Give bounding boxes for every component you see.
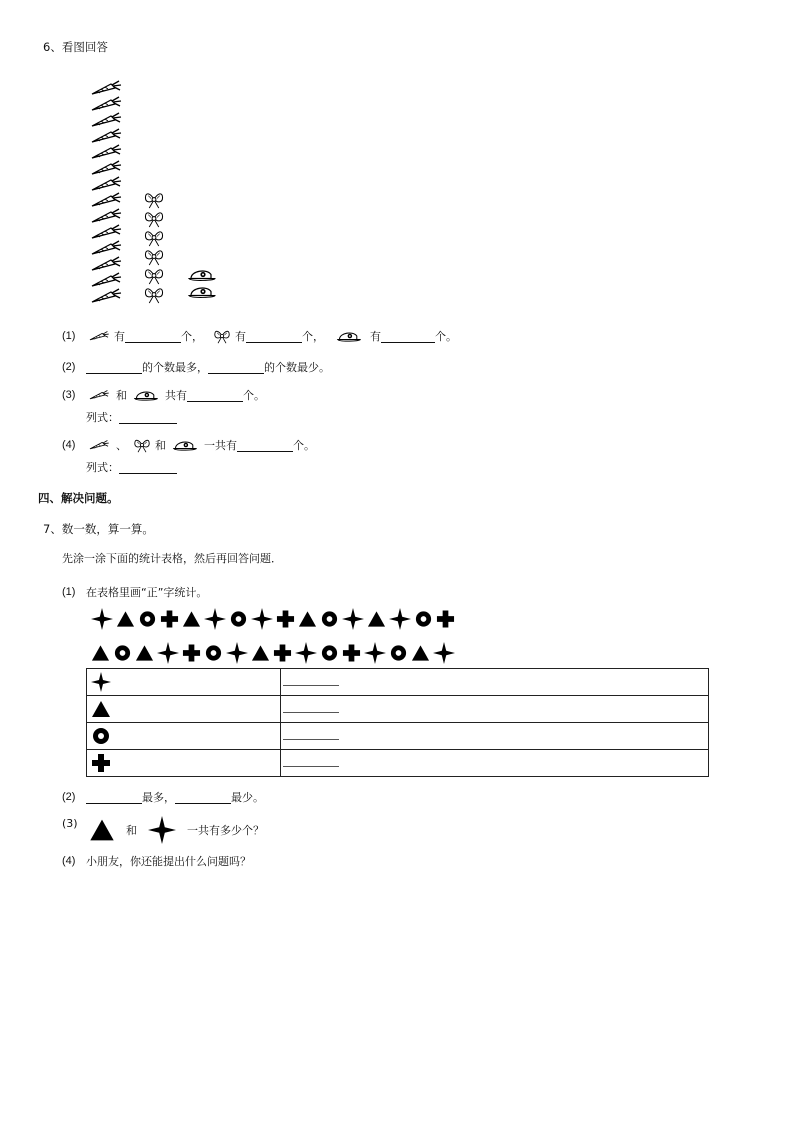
answer-blank-most[interactable] xyxy=(86,791,142,804)
section-heading: 四、解决问题。 xyxy=(38,491,119,505)
text-most: 最多， xyxy=(142,791,175,804)
q6-part4-formula xyxy=(86,459,177,475)
text-ge: 个， xyxy=(181,330,203,343)
carrot-icon xyxy=(88,329,110,343)
triangle-icon xyxy=(91,642,110,664)
tally-blank xyxy=(283,739,339,740)
cross-icon xyxy=(342,642,361,664)
shape-row-1 xyxy=(90,608,456,630)
cap-icon xyxy=(187,283,217,300)
star-icon xyxy=(91,608,113,630)
tally-cell[interactable] xyxy=(281,723,709,750)
star-icon xyxy=(91,672,111,692)
shape-cell xyxy=(87,723,281,750)
star-icon xyxy=(147,816,177,844)
answer-blank-carrots[interactable] xyxy=(125,330,181,343)
circle-icon xyxy=(138,608,157,630)
q7-heading: 7、数一数，算一算。 xyxy=(43,522,154,536)
cap-column xyxy=(187,266,217,300)
bow-icon xyxy=(143,266,165,285)
question-text: 一共有多少个？ xyxy=(187,824,264,837)
q6-heading: 6、看图回答 xyxy=(43,40,108,54)
circle-icon xyxy=(389,642,408,664)
triangle-icon xyxy=(88,817,116,843)
circle-icon xyxy=(320,642,339,664)
part-number: (4) xyxy=(62,439,76,451)
formula-label: 列式： xyxy=(86,461,119,474)
text-you: 有 xyxy=(235,330,246,343)
bow-icon xyxy=(143,285,165,304)
text-ge: 个。 xyxy=(243,389,265,402)
circle-icon xyxy=(113,642,132,664)
text-least: 的个数最少。 xyxy=(264,361,330,374)
answer-blank-total[interactable] xyxy=(237,439,293,452)
triangle-icon xyxy=(367,608,386,630)
text-ge: 个， xyxy=(302,330,324,343)
carrot-column xyxy=(88,80,124,304)
cap-icon xyxy=(187,266,217,283)
carrot-icon xyxy=(88,438,110,452)
carrot-icon xyxy=(88,160,124,176)
table-row xyxy=(87,696,709,723)
triangle-icon xyxy=(411,642,430,664)
answer-blank-sum[interactable] xyxy=(187,389,243,402)
tally-blank xyxy=(283,685,339,686)
star-icon xyxy=(433,642,455,664)
star-icon xyxy=(251,608,273,630)
cross-icon xyxy=(160,608,179,630)
answer-blank-least[interactable] xyxy=(208,361,264,374)
part-number: (1) xyxy=(62,586,76,598)
tally-blank xyxy=(283,766,339,767)
bow-column xyxy=(143,190,165,304)
shape-cell xyxy=(87,669,281,696)
tally-cell[interactable] xyxy=(281,669,709,696)
star-icon xyxy=(342,608,364,630)
triangle-icon xyxy=(116,608,135,630)
circle-icon xyxy=(229,608,248,630)
text-most: 的个数最多， xyxy=(142,361,208,374)
triangle-icon xyxy=(298,608,317,630)
tally-blank xyxy=(283,712,339,713)
table-row xyxy=(87,750,709,777)
formula-label: 列式： xyxy=(86,411,119,424)
text-ge: 个。 xyxy=(435,330,457,343)
carrot-icon xyxy=(88,144,124,160)
carrot-icon xyxy=(88,224,124,240)
cross-icon xyxy=(276,608,295,630)
cap-icon xyxy=(336,329,362,343)
bow-icon xyxy=(133,437,151,453)
part-number: (1) xyxy=(62,330,76,342)
bow-icon xyxy=(143,209,165,228)
cross-icon xyxy=(273,642,292,664)
cross-icon xyxy=(91,753,111,773)
text-and: 和 xyxy=(126,824,137,837)
text-least: 最少。 xyxy=(231,791,264,804)
part-number: (2) xyxy=(62,791,76,803)
text-total: 共有 xyxy=(165,389,187,402)
carrot-icon xyxy=(88,256,124,272)
triangle-icon xyxy=(135,642,154,664)
answer-blank-least[interactable] xyxy=(175,791,231,804)
bow-icon xyxy=(143,247,165,266)
bow-icon xyxy=(143,190,165,209)
q7-part3-num: (3) xyxy=(62,817,78,830)
triangle-icon xyxy=(91,699,111,719)
q7-part4 xyxy=(62,853,251,869)
q7-instruction: 先涂一涂下面的统计表格，然后再回答问题． xyxy=(62,552,282,565)
carrot-icon xyxy=(88,240,124,256)
shape-cell xyxy=(87,750,281,777)
q7-part2 xyxy=(62,789,264,805)
star-icon xyxy=(204,608,226,630)
cap-icon xyxy=(172,438,198,452)
carrot-icon xyxy=(88,208,124,224)
tally-table xyxy=(86,668,709,777)
text-and: 和 xyxy=(155,439,166,452)
q6-part3-formula xyxy=(86,409,177,425)
carrot-icon xyxy=(88,112,124,128)
answer-blank-most[interactable] xyxy=(86,361,142,374)
q6-part3 xyxy=(62,387,265,403)
q6-part4 xyxy=(62,437,315,453)
table-row xyxy=(87,723,709,750)
circle-icon xyxy=(414,608,433,630)
star-icon xyxy=(389,608,411,630)
circle-icon xyxy=(91,726,111,746)
star-icon xyxy=(295,642,317,664)
formula-blank[interactable] xyxy=(119,461,177,474)
text-separator: 、 xyxy=(116,439,127,452)
q6-part1 xyxy=(62,328,457,344)
tally-cell[interactable] xyxy=(281,696,709,723)
text-total: 一共有 xyxy=(204,439,237,452)
shape-cell xyxy=(87,696,281,723)
text-and: 和 xyxy=(116,389,127,402)
part1-text: 在表格里画“正”字统计。 xyxy=(86,586,208,599)
part-number: (4) xyxy=(62,855,76,867)
bow-icon xyxy=(213,328,231,344)
carrot-icon xyxy=(88,192,124,208)
carrot-icon xyxy=(88,272,124,288)
cross-icon xyxy=(182,642,201,664)
circle-icon xyxy=(204,642,223,664)
bow-icon xyxy=(143,228,165,247)
carrot-icon xyxy=(88,128,124,144)
tally-cell[interactable] xyxy=(281,750,709,777)
formula-blank[interactable] xyxy=(119,411,177,424)
carrot-icon xyxy=(88,288,124,304)
triangle-icon xyxy=(182,608,201,630)
answer-blank-caps[interactable] xyxy=(381,330,435,343)
carrot-icon xyxy=(88,96,124,112)
q6-part2 xyxy=(62,359,330,375)
text-you: 有 xyxy=(370,330,381,343)
star-icon xyxy=(364,642,386,664)
answer-blank-bows[interactable] xyxy=(246,330,302,343)
triangle-icon xyxy=(251,642,270,664)
shape-row-2 xyxy=(90,642,456,664)
q7-part3 xyxy=(88,816,264,844)
table-row xyxy=(87,669,709,696)
pictograph xyxy=(88,78,228,304)
part4-text: 小朋友，你还能提出什么问题吗？ xyxy=(86,855,251,868)
carrot-icon xyxy=(88,388,110,402)
part-number: (3) xyxy=(62,389,76,401)
carrot-icon xyxy=(88,176,124,192)
text-ge: 个。 xyxy=(293,439,315,452)
star-icon xyxy=(157,642,179,664)
q7-part1 xyxy=(62,584,207,600)
circle-icon xyxy=(320,608,339,630)
cap-icon xyxy=(133,388,159,402)
star-icon xyxy=(226,642,248,664)
part-number: (2) xyxy=(62,361,76,373)
text-you: 有 xyxy=(114,330,125,343)
cross-icon xyxy=(436,608,455,630)
carrot-icon xyxy=(88,80,124,96)
